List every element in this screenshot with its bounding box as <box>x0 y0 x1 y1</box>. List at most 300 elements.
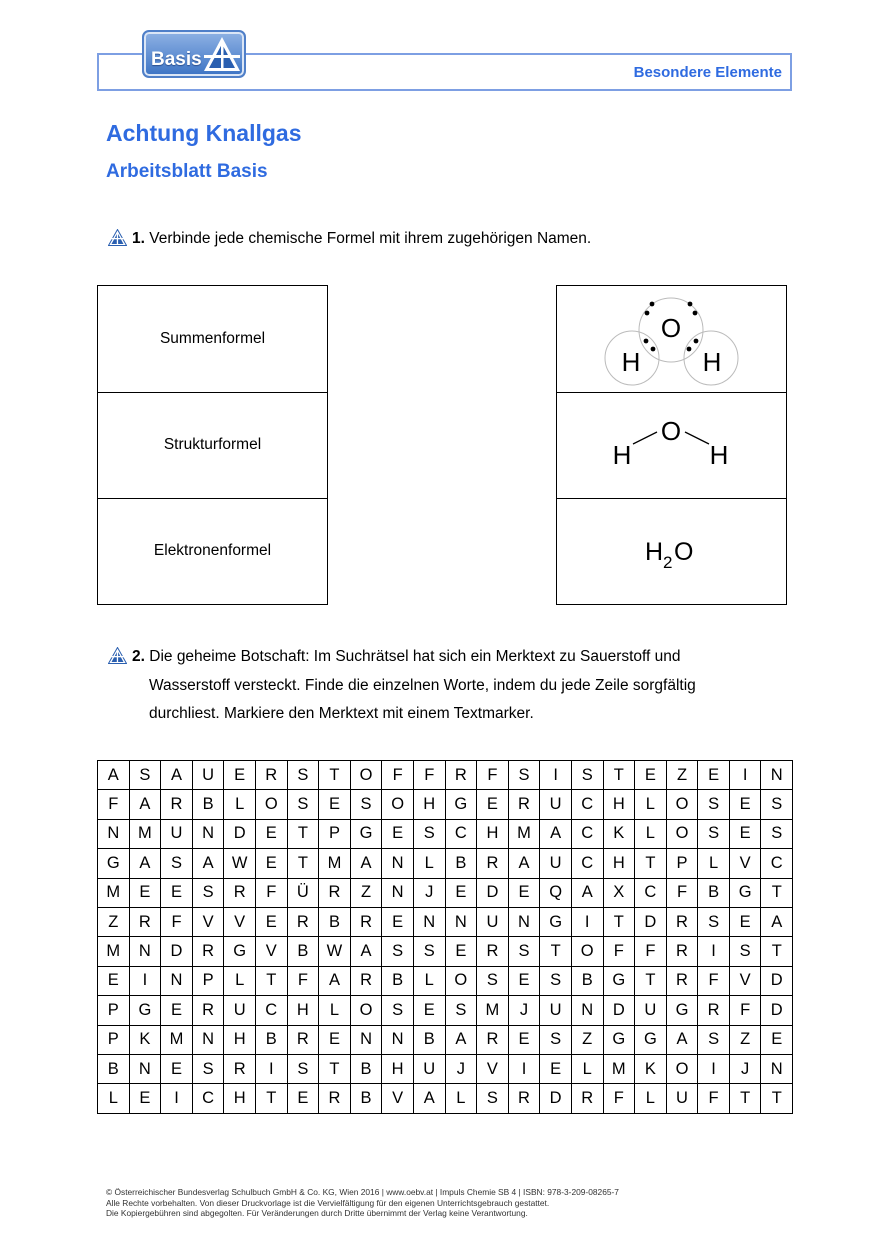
grid-letter[interactable]: N <box>413 907 445 936</box>
grid-letter[interactable]: O <box>255 790 287 819</box>
grid-letter[interactable]: T <box>729 1084 761 1113</box>
grid-letter[interactable]: N <box>129 1054 161 1083</box>
grid-letter[interactable]: N <box>571 996 603 1025</box>
grid-letter[interactable]: N <box>129 937 161 966</box>
grid-letter[interactable]: U <box>666 1084 698 1113</box>
task-2-line-2: Wasserstoff versteckt. Finde die einzelnen Worte, indem du jede Zeile sorgfältig <box>149 676 696 694</box>
grid-letter[interactable]: G <box>98 849 130 878</box>
grid-letter[interactable]: D <box>477 878 509 907</box>
grid-letter[interactable]: T <box>319 1054 351 1083</box>
basis-triangle-icon <box>108 647 127 664</box>
grid-letter[interactable]: R <box>477 849 509 878</box>
grid-letter[interactable]: F <box>666 878 698 907</box>
names-box <box>97 285 328 605</box>
grid-letter[interactable]: P <box>98 1025 130 1054</box>
grid-letter[interactable]: L <box>413 966 445 995</box>
grid-letter[interactable]: G <box>729 878 761 907</box>
grid-letter[interactable]: I <box>540 761 572 790</box>
grid-letter[interactable]: N <box>192 819 224 848</box>
grid-letter[interactable]: E <box>255 907 287 936</box>
grid-letter[interactable]: F <box>698 1084 730 1113</box>
grid-letter[interactable]: K <box>129 1025 161 1054</box>
grid-letter[interactable]: R <box>571 1084 603 1113</box>
grid-letter[interactable]: T <box>287 849 319 878</box>
grid-letter[interactable]: E <box>508 1025 540 1054</box>
grid-letter[interactable]: N <box>382 1025 414 1054</box>
word-search-grid <box>97 760 793 1114</box>
grid-letter[interactable]: R <box>287 1025 319 1054</box>
grid-letter[interactable]: I <box>129 966 161 995</box>
grid-letter[interactable]: B <box>382 966 414 995</box>
grid-letter[interactable]: R <box>350 966 382 995</box>
grid-letter[interactable]: H <box>224 1025 256 1054</box>
task-2 <box>108 643 696 729</box>
grid-letter[interactable]: I <box>161 1084 193 1113</box>
grid-letter[interactable]: S <box>698 1025 730 1054</box>
grid-letter[interactable]: V <box>192 907 224 936</box>
grid-letter[interactable]: L <box>635 790 667 819</box>
grid-letter[interactable]: J <box>729 1054 761 1083</box>
grid-letter[interactable]: C <box>571 819 603 848</box>
grid-letter[interactable]: M <box>603 1054 635 1083</box>
grid-letter[interactable]: I <box>571 907 603 936</box>
grid-letter[interactable]: M <box>477 996 509 1025</box>
grid-letter[interactable]: G <box>540 907 572 936</box>
grid-letter[interactable]: O <box>382 790 414 819</box>
grid-letter[interactable]: L <box>224 790 256 819</box>
grid-letter[interactable]: L <box>635 819 667 848</box>
grid-letter[interactable]: B <box>698 878 730 907</box>
grid-row <box>98 996 793 1025</box>
grid-letter[interactable]: B <box>319 907 351 936</box>
grid-letter[interactable]: B <box>287 937 319 966</box>
grid-letter[interactable]: F <box>382 761 414 790</box>
grid-letter[interactable]: A <box>98 761 130 790</box>
grid-letter[interactable]: D <box>635 907 667 936</box>
grid-letter[interactable]: R <box>477 1025 509 1054</box>
grid-letter[interactable]: N <box>192 1025 224 1054</box>
grid-letter[interactable]: H <box>477 819 509 848</box>
grid-row <box>98 966 793 995</box>
grid-letter[interactable]: R <box>129 907 161 936</box>
grid-letter[interactable]: C <box>635 878 667 907</box>
grid-letter[interactable]: J <box>445 1054 477 1083</box>
grid-letter[interactable]: P <box>319 819 351 848</box>
grid-letter[interactable]: E <box>508 966 540 995</box>
grid-letter[interactable]: B <box>571 966 603 995</box>
grid-letter[interactable]: B <box>350 1084 382 1113</box>
grid-row <box>98 790 793 819</box>
grid-letter[interactable]: E <box>161 996 193 1025</box>
grid-letter[interactable]: H <box>413 790 445 819</box>
grid-letter[interactable]: U <box>635 996 667 1025</box>
grid-letter[interactable]: A <box>192 849 224 878</box>
grid-letter[interactable]: R <box>287 907 319 936</box>
grid-letter[interactable]: I <box>255 1054 287 1083</box>
grid-letter[interactable]: V <box>382 1084 414 1113</box>
grid-row <box>98 907 793 936</box>
grid-letter[interactable]: S <box>477 966 509 995</box>
grid-letter[interactable]: D <box>761 966 793 995</box>
grid-letter[interactable]: D <box>603 996 635 1025</box>
grid-letter[interactable]: S <box>761 819 793 848</box>
grid-letter[interactable]: C <box>192 1084 224 1113</box>
grid-letter[interactable]: K <box>603 819 635 848</box>
grid-letter[interactable]: M <box>161 1025 193 1054</box>
grid-row <box>98 1084 793 1113</box>
grid-letter[interactable]: L <box>635 1084 667 1113</box>
grid-letter[interactable]: S <box>350 790 382 819</box>
grid-letter[interactable]: Q <box>540 878 572 907</box>
grid-letter[interactable]: W <box>224 849 256 878</box>
grid-letter[interactable]: R <box>477 937 509 966</box>
task-1 <box>108 225 591 254</box>
grid-letter[interactable]: I <box>698 937 730 966</box>
grid-letter[interactable]: G <box>350 819 382 848</box>
grid-letter[interactable]: M <box>98 937 130 966</box>
grid-letter[interactable]: S <box>192 878 224 907</box>
grid-row <box>98 819 793 848</box>
grid-letter[interactable]: N <box>761 761 793 790</box>
grid-letter[interactable]: D <box>540 1084 572 1113</box>
grid-letter[interactable]: T <box>255 1084 287 1113</box>
grid-letter[interactable]: F <box>635 937 667 966</box>
grid-letter[interactable]: W <box>319 937 351 966</box>
grid-letter[interactable]: C <box>571 790 603 819</box>
grid-letter[interactable]: Z <box>350 878 382 907</box>
grid-letter[interactable]: R <box>224 1054 256 1083</box>
grid-letter[interactable]: R <box>224 878 256 907</box>
grid-letter[interactable]: E <box>635 761 667 790</box>
grid-letter[interactable]: G <box>224 937 256 966</box>
grid-letter[interactable]: U <box>161 819 193 848</box>
grid-letter[interactable]: M <box>98 878 130 907</box>
grid-letter[interactable]: S <box>161 849 193 878</box>
grid-letter[interactable]: G <box>603 1025 635 1054</box>
grid-letter[interactable]: S <box>287 1054 319 1083</box>
grid-letter[interactable]: G <box>666 996 698 1025</box>
grid-letter[interactable]: R <box>445 761 477 790</box>
grid-letter[interactable]: E <box>287 1084 319 1113</box>
grid-letter[interactable]: L <box>571 1054 603 1083</box>
grid-letter[interactable]: A <box>445 1025 477 1054</box>
sum-o: O <box>674 538 694 566</box>
grid-letter[interactable]: E <box>161 878 193 907</box>
sum-formula-diagram <box>557 498 786 604</box>
grid-letter[interactable]: C <box>761 849 793 878</box>
grid-letter[interactable]: E <box>382 907 414 936</box>
grid-letter[interactable]: A <box>350 849 382 878</box>
grid-letter[interactable]: T <box>319 761 351 790</box>
grid-letter[interactable]: F <box>98 790 130 819</box>
grid-letter[interactable]: R <box>319 878 351 907</box>
grid-letter[interactable]: E <box>224 761 256 790</box>
grid-letter[interactable]: A <box>540 819 572 848</box>
grid-letter[interactable]: E <box>508 878 540 907</box>
grid-letter[interactable]: M <box>129 819 161 848</box>
grid-letter[interactable]: B <box>350 1054 382 1083</box>
grid-letter[interactable]: D <box>224 819 256 848</box>
grid-row <box>98 878 793 907</box>
grid-letter[interactable]: N <box>350 1025 382 1054</box>
grid-letter[interactable]: C <box>571 849 603 878</box>
grid-letter[interactable]: R <box>255 761 287 790</box>
page-title: Achtung Knallgas <box>106 120 302 146</box>
grid-letter[interactable]: R <box>508 1084 540 1113</box>
grid-letter[interactable]: N <box>382 849 414 878</box>
grid-letter[interactable]: S <box>729 937 761 966</box>
grid-letter[interactable]: E <box>540 1054 572 1083</box>
grid-letter[interactable]: T <box>287 819 319 848</box>
grid-letter[interactable]: G <box>129 996 161 1025</box>
grid-letter[interactable]: E <box>761 1025 793 1054</box>
grid-letter[interactable]: E <box>413 996 445 1025</box>
grid-letter[interactable]: T <box>603 761 635 790</box>
grid-letter[interactable]: K <box>635 1054 667 1083</box>
grid-letter[interactable]: A <box>666 1025 698 1054</box>
grid-letter[interactable]: R <box>192 937 224 966</box>
grid-letter[interactable]: L <box>224 966 256 995</box>
grid-letter[interactable]: G <box>635 1025 667 1054</box>
grid-letter[interactable]: S <box>698 907 730 936</box>
grid-letter[interactable]: E <box>382 819 414 848</box>
grid-letter[interactable]: U <box>540 849 572 878</box>
grid-letter[interactable]: N <box>98 819 130 848</box>
grid-letter[interactable]: T <box>255 966 287 995</box>
grid-letter[interactable]: F <box>603 1084 635 1113</box>
grid-letter[interactable]: A <box>508 849 540 878</box>
grid-letter[interactable]: U <box>540 996 572 1025</box>
footer <box>106 1187 619 1219</box>
grid-letter[interactable]: F <box>477 761 509 790</box>
grid-letter[interactable]: I <box>508 1054 540 1083</box>
grid-letter[interactable]: S <box>382 937 414 966</box>
section-title: Besondere Elemente <box>633 64 782 81</box>
grid-letter[interactable]: S <box>287 790 319 819</box>
grid-letter[interactable]: S <box>571 761 603 790</box>
grid-letter[interactable]: G <box>445 790 477 819</box>
grid-letter[interactable]: S <box>192 1054 224 1083</box>
grid-letter[interactable]: O <box>571 937 603 966</box>
grid-letter[interactable]: F <box>698 966 730 995</box>
grid-letter[interactable]: O <box>350 761 382 790</box>
grid-letter[interactable]: R <box>666 966 698 995</box>
grid-letter[interactable]: E <box>729 819 761 848</box>
task-1-number: 1. <box>132 230 145 247</box>
grid-letter[interactable]: G <box>603 966 635 995</box>
grid-letter[interactable]: P <box>192 966 224 995</box>
grid-letter[interactable]: N <box>445 907 477 936</box>
task-1-text: Verbinde jede chemische Formel mit ihrem zugehörigen Namen. <box>149 230 592 247</box>
grid-letter[interactable]: V <box>729 849 761 878</box>
grid-letter[interactable]: V <box>224 907 256 936</box>
grid-letter[interactable]: T <box>540 937 572 966</box>
grid-letter[interactable]: E <box>729 907 761 936</box>
grid-letter[interactable]: E <box>445 878 477 907</box>
grid-letter[interactable]: H <box>603 790 635 819</box>
grid-letter[interactable]: J <box>508 996 540 1025</box>
grid-letter[interactable]: A <box>350 937 382 966</box>
grid-letter[interactable]: F <box>287 966 319 995</box>
grid-letter[interactable]: O <box>445 966 477 995</box>
grid-row <box>98 849 793 878</box>
grid-letter[interactable]: N <box>761 1054 793 1083</box>
name-cell-elektronenformel: Elektronenformel <box>153 542 272 559</box>
grid-letter[interactable]: S <box>413 819 445 848</box>
name-cell-strukturformel: Strukturformel <box>98 392 327 499</box>
grid-letter[interactable]: U <box>413 1054 445 1083</box>
grid-letter[interactable]: I <box>729 761 761 790</box>
grid-letter[interactable]: B <box>445 849 477 878</box>
grid-letter[interactable]: D <box>161 937 193 966</box>
grid-letter[interactable]: U <box>477 907 509 936</box>
grid-letter[interactable]: F <box>255 878 287 907</box>
grid-letter[interactable]: Z <box>666 761 698 790</box>
grid-letter[interactable]: E <box>255 849 287 878</box>
grid-letter[interactable]: B <box>192 790 224 819</box>
grid-letter[interactable]: A <box>161 761 193 790</box>
grid-letter[interactable]: S <box>761 790 793 819</box>
grid-letter[interactable]: H <box>382 1054 414 1083</box>
formulas-box <box>556 285 787 605</box>
grid-letter[interactable]: M <box>319 849 351 878</box>
grid-letter[interactable]: F <box>413 761 445 790</box>
grid-letter[interactable]: E <box>129 1084 161 1113</box>
grid-letter[interactable]: R <box>319 1084 351 1113</box>
grid-letter[interactable]: R <box>666 937 698 966</box>
sum-h: H <box>645 538 664 566</box>
grid-letter[interactable]: Z <box>98 907 130 936</box>
grid-letter[interactable]: N <box>161 966 193 995</box>
grid-letter[interactable]: F <box>729 996 761 1025</box>
grid-letter[interactable]: S <box>698 790 730 819</box>
grid-letter[interactable]: H <box>287 996 319 1025</box>
grid-letter[interactable]: S <box>382 996 414 1025</box>
grid-letter[interactable]: V <box>477 1054 509 1083</box>
grid-letter[interactable]: N <box>382 878 414 907</box>
grid-letter[interactable]: E <box>445 937 477 966</box>
grid-letter[interactable]: O <box>666 1054 698 1083</box>
grid-letter[interactable]: S <box>129 761 161 790</box>
grid-letter[interactable]: P <box>666 849 698 878</box>
grid-letter[interactable]: F <box>603 937 635 966</box>
grid-letter[interactable]: C <box>255 996 287 1025</box>
grid-letter[interactable]: A <box>571 878 603 907</box>
grid-letter[interactable]: B <box>255 1025 287 1054</box>
grid-letter[interactable]: E <box>319 1025 351 1054</box>
grid-letter[interactable]: S <box>287 761 319 790</box>
electron-h-left: H <box>621 347 641 377</box>
grid-letter[interactable]: A <box>319 966 351 995</box>
grid-letter[interactable]: C <box>445 819 477 848</box>
structure-formula-diagram <box>557 392 786 498</box>
grid-letter[interactable]: H <box>603 849 635 878</box>
grid-letter[interactable]: T <box>635 966 667 995</box>
grid-letter[interactable]: E <box>161 1054 193 1083</box>
grid-letter[interactable]: A <box>761 907 793 936</box>
grid-letter[interactable]: A <box>413 1084 445 1113</box>
grid-letter[interactable]: F <box>161 907 193 936</box>
grid-letter[interactable]: X <box>603 878 635 907</box>
grid-letter[interactable]: Z <box>571 1025 603 1054</box>
grid-letter[interactable]: S <box>445 996 477 1025</box>
grid-letter[interactable]: U <box>540 790 572 819</box>
grid-letter[interactable]: S <box>698 819 730 848</box>
grid-letter[interactable]: U <box>224 996 256 1025</box>
grid-row <box>98 937 793 966</box>
grid-letter[interactable]: M <box>508 819 540 848</box>
grid-letter[interactable]: L <box>98 1084 130 1113</box>
grid-letter[interactable]: E <box>255 819 287 848</box>
grid-letter[interactable]: V <box>729 966 761 995</box>
grid-letter[interactable]: S <box>413 937 445 966</box>
grid-letter[interactable]: N <box>508 907 540 936</box>
grid-letter[interactable]: O <box>666 819 698 848</box>
grid-letter[interactable]: R <box>161 790 193 819</box>
grid-letter[interactable]: R <box>666 907 698 936</box>
grid-letter[interactable]: S <box>540 1025 572 1054</box>
grid-letter[interactable]: Z <box>729 1025 761 1054</box>
grid-letter[interactable]: J <box>413 878 445 907</box>
grid-letter[interactable]: B <box>413 1025 445 1054</box>
grid-letter[interactable]: E <box>98 966 130 995</box>
grid-letter[interactable]: O <box>350 996 382 1025</box>
grid-letter[interactable]: V <box>255 937 287 966</box>
grid-letter[interactable]: E <box>698 761 730 790</box>
grid-letter[interactable]: E <box>129 878 161 907</box>
grid-letter[interactable]: R <box>508 790 540 819</box>
grid-letter[interactable]: L <box>445 1084 477 1113</box>
logo-text: Basis <box>151 49 202 70</box>
grid-letter[interactable]: O <box>666 790 698 819</box>
grid-letter[interactable]: I <box>698 1054 730 1083</box>
grid-letter[interactable]: S <box>540 966 572 995</box>
grid-letter[interactable]: T <box>761 937 793 966</box>
grid-letter[interactable]: T <box>635 849 667 878</box>
sum-subscript: 2 <box>663 553 673 572</box>
grid-letter[interactable]: D <box>761 996 793 1025</box>
grid-letter[interactable]: E <box>729 790 761 819</box>
grid-letter[interactable]: B <box>98 1054 130 1083</box>
structure-o: O <box>660 416 682 446</box>
grid-letter[interactable]: L <box>319 996 351 1025</box>
bond-right <box>685 432 709 444</box>
grid-letter[interactable]: A <box>129 849 161 878</box>
grid-letter[interactable]: T <box>761 878 793 907</box>
grid-letter[interactable]: U <box>192 761 224 790</box>
grid-letter[interactable]: R <box>698 996 730 1025</box>
grid-letter[interactable]: E <box>319 790 351 819</box>
grid-letter[interactable]: L <box>698 849 730 878</box>
grid-letter[interactable]: P <box>98 996 130 1025</box>
grid-letter[interactable]: T <box>761 1084 793 1113</box>
grid-letter[interactable]: S <box>508 937 540 966</box>
grid-letter[interactable]: T <box>603 907 635 936</box>
electron-formula-diagram <box>557 286 786 392</box>
grid-letter[interactable]: A <box>129 790 161 819</box>
grid-letter[interactable]: R <box>192 996 224 1025</box>
electron-h-right: H <box>702 347 722 377</box>
grid-letter[interactable]: S <box>508 761 540 790</box>
sum-formula-cell <box>557 498 786 604</box>
grid-letter[interactable]: R <box>350 907 382 936</box>
grid-letter[interactable]: S <box>477 1084 509 1113</box>
grid-letter[interactable]: Ü <box>287 878 319 907</box>
grid-letter[interactable]: H <box>224 1084 256 1113</box>
grid-letter[interactable]: E <box>477 790 509 819</box>
structure-h-right: H <box>709 440 729 470</box>
grid-letter[interactable]: L <box>413 849 445 878</box>
